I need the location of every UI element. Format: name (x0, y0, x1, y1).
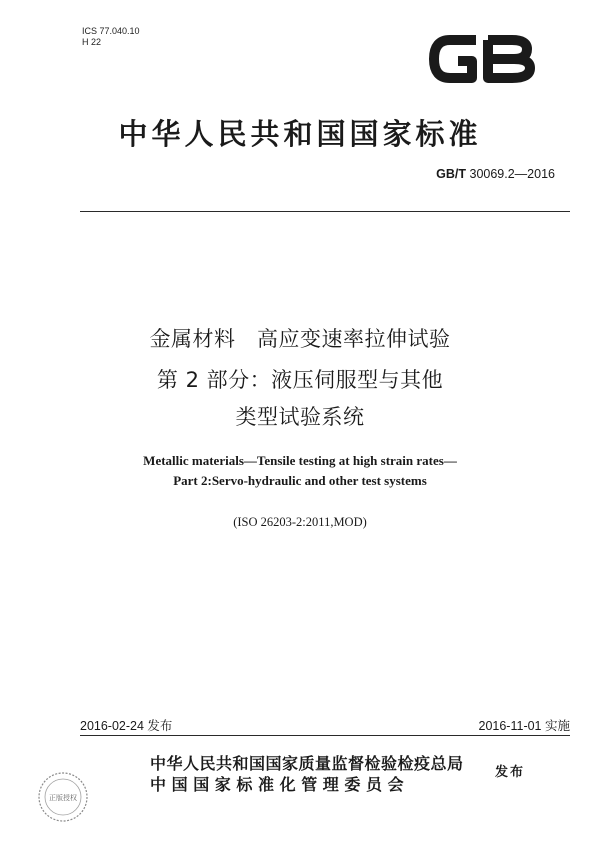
english-title-line-1: Metallic materials—Tensile testing at high strain rates— (143, 453, 457, 468)
standard-number (436, 167, 555, 181)
top-divider (80, 211, 570, 212)
chinese-title-line-3: 类型试验系统 (235, 405, 365, 429)
ics-code: ICS 77.040.10 (82, 26, 140, 36)
chinese-title-line-1: 金属材料 高应变速率拉伸试验 (149, 327, 451, 351)
implementation-date: 2016-11-01 实施 (478, 719, 570, 733)
standard-type-heading: 中华人民共和国国家标准 (118, 117, 482, 151)
issue-date: 2016-02-24 发布 (80, 719, 173, 733)
svg-text:正版授权: 正版授权 (49, 794, 77, 802)
authorization-stamp-icon (36, 770, 90, 824)
english-title-line-2: Part 2:Servo-hydraulic and other test systems (173, 473, 427, 488)
publish-label: 发布 (495, 765, 526, 780)
issuer-line-1: 中华人民共和国国家质量监督检验检疫总局 (150, 754, 464, 773)
chinese-title-line-2: 第 2 部分：液压伺服型与其他 (156, 368, 444, 392)
iso-adoption-note: (ISO 26203-2:2011,MOD) (233, 515, 367, 529)
issuer-line-2: 中国国家标准化管理委员会 (150, 775, 410, 794)
ccs-code: H 22 (82, 37, 102, 47)
standard-code: GB/T (436, 167, 467, 181)
standard-number-value: 30069.2—2016 (469, 167, 555, 181)
bottom-divider (80, 735, 570, 736)
gb-logo-icon (428, 29, 536, 89)
